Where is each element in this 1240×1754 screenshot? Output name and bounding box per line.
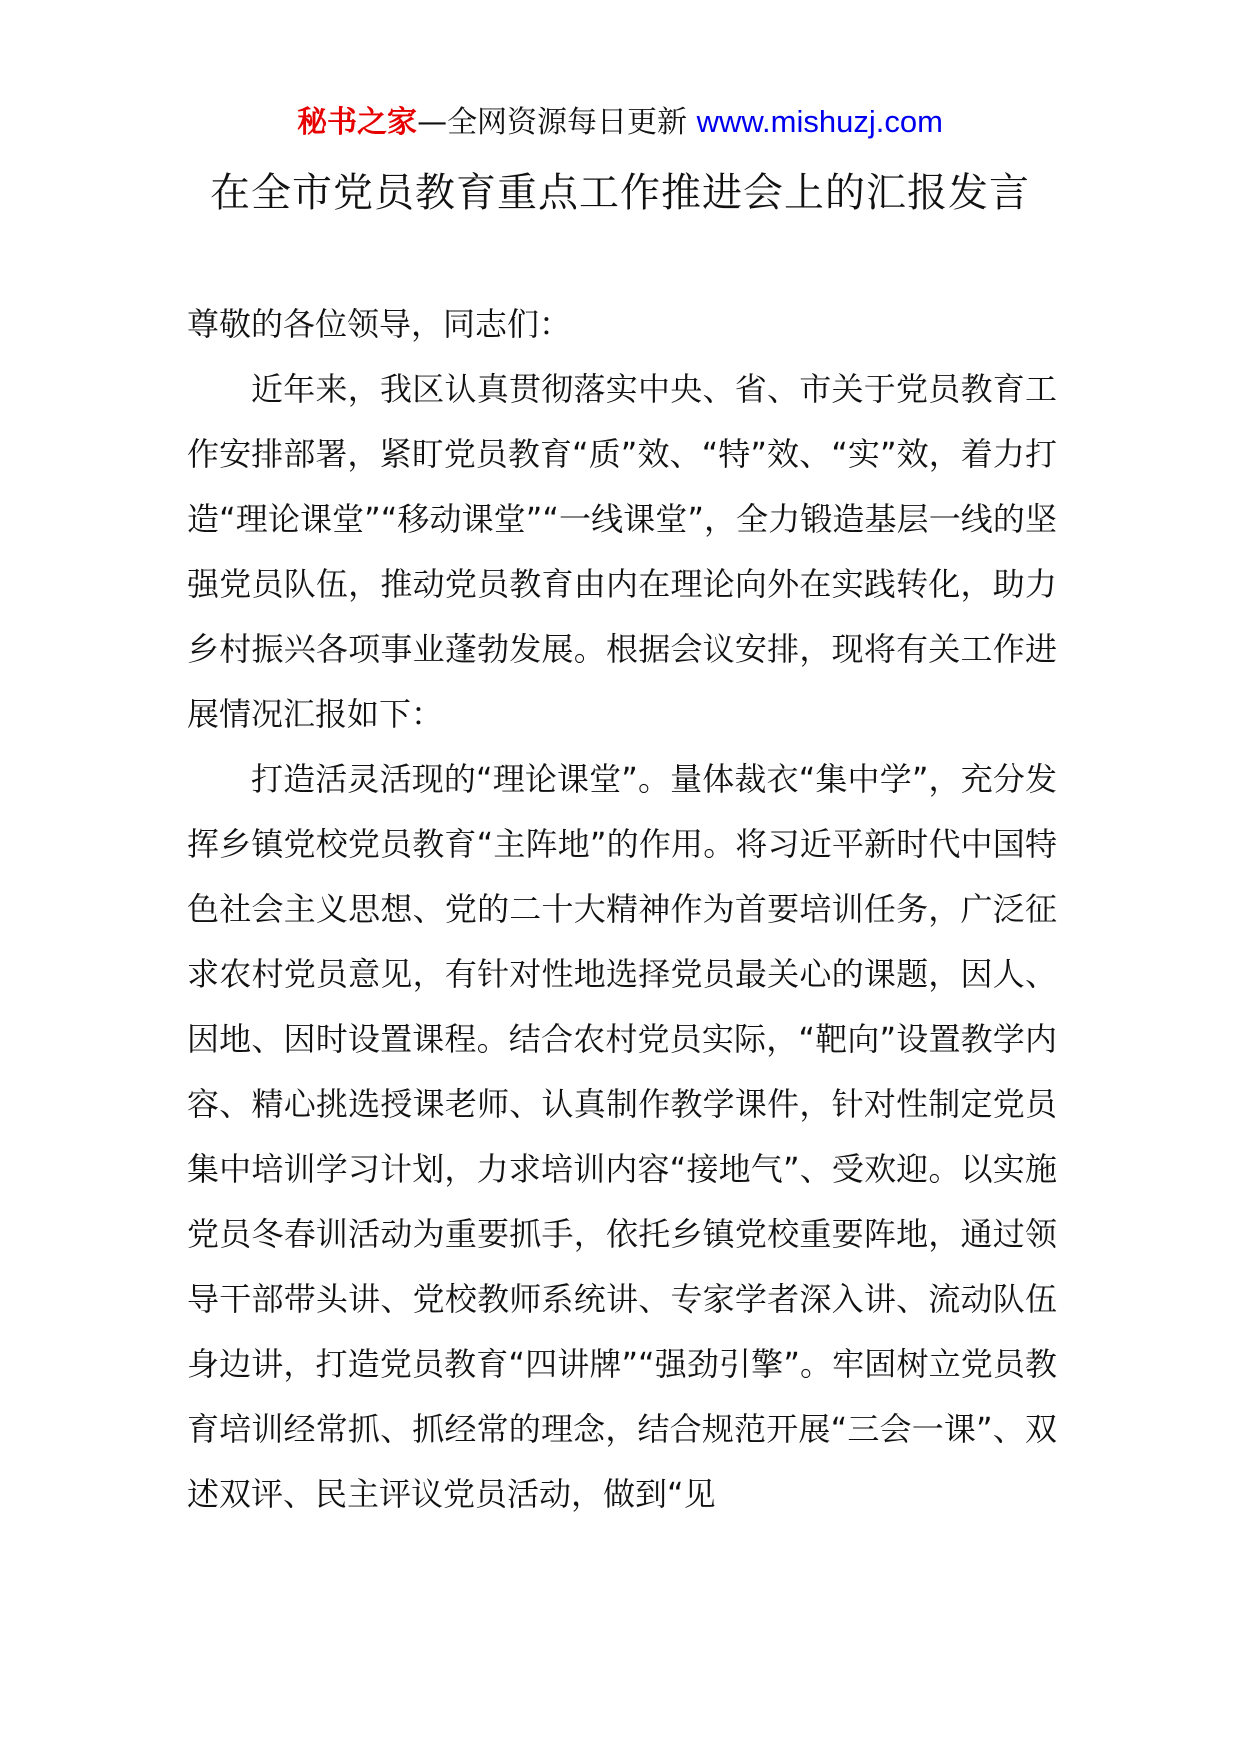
site-url-link[interactable]: www.mishuzj.com (696, 104, 943, 139)
site-header (0, 100, 1240, 145)
theory-classroom-paragraph: 打造活灵活现的“理论课堂”。量体裁衣“集中学”，充分发挥乡镇党校党员教育“主阵地”的作用。将习近平新时代中国特色社会主义思想、党的二十大精神作为首要培训任务，广泛征求农村党员意见，有针对性地选择党员最关心的课题，因人、因地、因时设置课程。结合农村党员实际，“靶向”设置教学内容、精心挑选授课老师、认真制作教学课件，针对性制定党员集中培训学习计划，力求培训内容“接地气”、受欢迎。以实施党员冬春训活动为重要抓手，依托乡镇党校重要阵地，通过领导干部带头讲、党校教师系统讲、专家学者深入讲、流动队伍身边讲，打造党员教育“四讲牌”“强劲引擎”。牢固树立党员教育培训经常抓、抓经常的理念，结合规范开展“三会一课”、双述双评、民主评议党员活动，做到“见 (187, 760, 1057, 1513)
document-title: 在全市党员教育重点工作推进会上的汇报发言 (210, 170, 1030, 216)
salutation: 尊敬的各位领导，同志们： (187, 305, 572, 343)
intro-paragraph: 近年来，我区认真贯彻落实中央、省、市关于党员教育工作安排部署，紧盯党员教育“质”效、“特”效、“实”效，着力打造“理论课堂”“移动课堂”“一线课堂”，全力锻造基层一线的坚强党员队伍，推动党员教育由内在理论向外在实践转化，助力乡村振兴各项事业蓬勃发展。根据会议安排，现将有关工作进展情况汇报如下： (187, 370, 1057, 733)
brand-name: 秘书之家 (297, 105, 418, 140)
header-tagline: —全网资源每日更新 (417, 105, 688, 140)
document-body (187, 292, 1057, 1527)
